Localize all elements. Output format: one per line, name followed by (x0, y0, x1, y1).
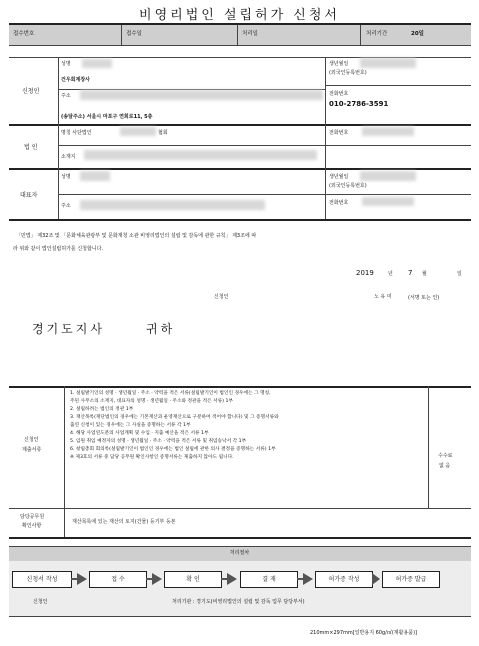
official-text: 재산목록에 있는 재산의 토지(건물) 등기부 등본 (72, 519, 176, 525)
applicant-section-label: 신청인 (22, 88, 40, 95)
period-value: 20일 (411, 31, 424, 37)
fee-label: 수수료 (438, 453, 453, 459)
period-label: 처리기간 (366, 31, 388, 37)
documents-label-2: 제출서류 (22, 447, 42, 453)
step-permit-issue: 허가증 발급 (382, 571, 440, 588)
statement-day-unit: 일 (457, 271, 462, 277)
corporation-name-suffix: 협회 (158, 130, 168, 136)
documents-list (70, 390, 279, 462)
procedure-title: 처리절차 (229, 550, 250, 556)
signer-label: 신청인 (214, 294, 229, 300)
applicant-name-label: 성명 (61, 61, 71, 67)
documents-item: 4. 해당 사업연도분의 사업계획 및 수입 · 지출 예산을 적은 서류 1부 (70, 431, 209, 436)
representative-address-label: 주소 (61, 203, 71, 209)
corporation-section-label: 법 인 (24, 144, 38, 151)
documents-item: 1. 설립발기인의 성명 · 생년월일 · 주소 · 약력을 적은 서류(설립발기인이 법인인 경우에는 그 명칭, (70, 391, 271, 396)
procedure-applicant-label: 신청인 (33, 599, 48, 605)
official-label-2: 확인사항 (22, 523, 42, 529)
representative-section-label: 대표자 (20, 192, 38, 199)
applicant-address-value: (송달주소) 서울시 마포구 연희로11, 5층 (61, 114, 153, 120)
statement-year: 2019 (356, 269, 374, 277)
documents-item: 6. 창립총회 회의록(설립발기인이 법인인 경우에는 법인 설립에 관한 의사 결정을 증명하는 서류) 1부 (70, 447, 276, 452)
receipt-no-label: 접수번호 (13, 31, 35, 37)
form-title: 비영리법인 설립허가 신청서 (139, 8, 340, 23)
statement-year-unit: 년 (388, 271, 393, 277)
representative-birth-sub: (외국인등록번호) (329, 183, 367, 189)
procedure-agency: 처리기관 : 경기도(비영리법인의 설립 및 감독 업무 담당부서) (172, 599, 305, 605)
official-label-1: 담당공무원 (20, 514, 45, 520)
step-receipt: 접 수 (89, 571, 147, 588)
step-approval: 결 재 (240, 571, 298, 588)
recipient-suffix: 귀하 (146, 322, 176, 336)
documents-label-1: 신청인 (24, 437, 39, 443)
step-application: 신청서 작성 (12, 571, 72, 588)
applicant-address-label: 주소 (61, 93, 71, 99)
statement-line-2: 라 위와 같이 법인설립허가를 신청합니다. (13, 246, 104, 252)
documents-item: 2. 설립하려는 법인의 정관 1부 (70, 407, 134, 412)
applicant-birth-sub: (외국인등록번호) (329, 70, 367, 76)
fee-value: 없 음 (439, 463, 451, 469)
documents-item: ※ 제3호의 서류 중 담당 공무원 확인사항인 증명서류는 제출하지 않아도 됩니다. (70, 455, 234, 460)
receipt-header (9, 23, 471, 46)
applicant-phone-value: 010-2786-3591 (329, 100, 389, 108)
documents-item: 5. 임원 취임 예정자의 성명 · 생년월일 · 주소 · 약력을 적은 서류 및 취임승낙서 각 1부 (70, 439, 247, 444)
documents-item: 출연 신청이 있는 경우에는 그 사실을 증명하는 서류 각 1부 (70, 423, 191, 428)
corporation-name-label: 명칭 사단법인 (61, 130, 92, 136)
processed-date-label: 처리일 (242, 31, 258, 37)
receipt-date-label: 접수일 (126, 31, 142, 37)
applicant-birth-label: 생년월일 (329, 61, 349, 67)
sign-note: (서명 또는 인) (408, 295, 440, 301)
corporation-location-label: 소재지 (61, 154, 76, 160)
corporation-phone-label: 전화번호 (329, 130, 349, 136)
procedure-area (9, 561, 471, 617)
step-permit-drafting: 허가증 작성 (315, 571, 373, 588)
applicant-phone-label: 전화번호 (329, 91, 349, 97)
paper-spec: 210mm×297mm[일반용지 60g/㎡(재활용품)] (310, 630, 418, 636)
statement-month: 7 (408, 269, 413, 277)
statement-line-1: 「민법」 제32조 및 「문화체육관광부 및 문화재청 소관 비영리법인의 설립 및 감독에 관한 규칙」 제3조에 따 (16, 233, 257, 239)
recipient-name: 경기도지사 (32, 322, 105, 336)
documents-item: 주된 사무소의 소재지, 대표자의 성명 · 생년월일 · 주소와 정관을 적은 서류) 1부 (70, 399, 234, 404)
applicant-company: 건우회계장사 (61, 77, 90, 83)
statement-month-unit: 월 (422, 271, 427, 277)
step-check: 확 인 (164, 571, 222, 588)
documents-item: 3. 재산목록(재단법인의 경우에는 기본재산과 운영재산으로 구분하여 적어야 합니다) 및 그 증명서류와 (70, 415, 279, 420)
signer-name: 노 유 미 (374, 294, 392, 300)
representative-birth-label: 생년월일 (329, 174, 349, 180)
representative-name-label: 성명 (61, 174, 71, 180)
representative-phone-label: 전화번호 (329, 200, 349, 206)
